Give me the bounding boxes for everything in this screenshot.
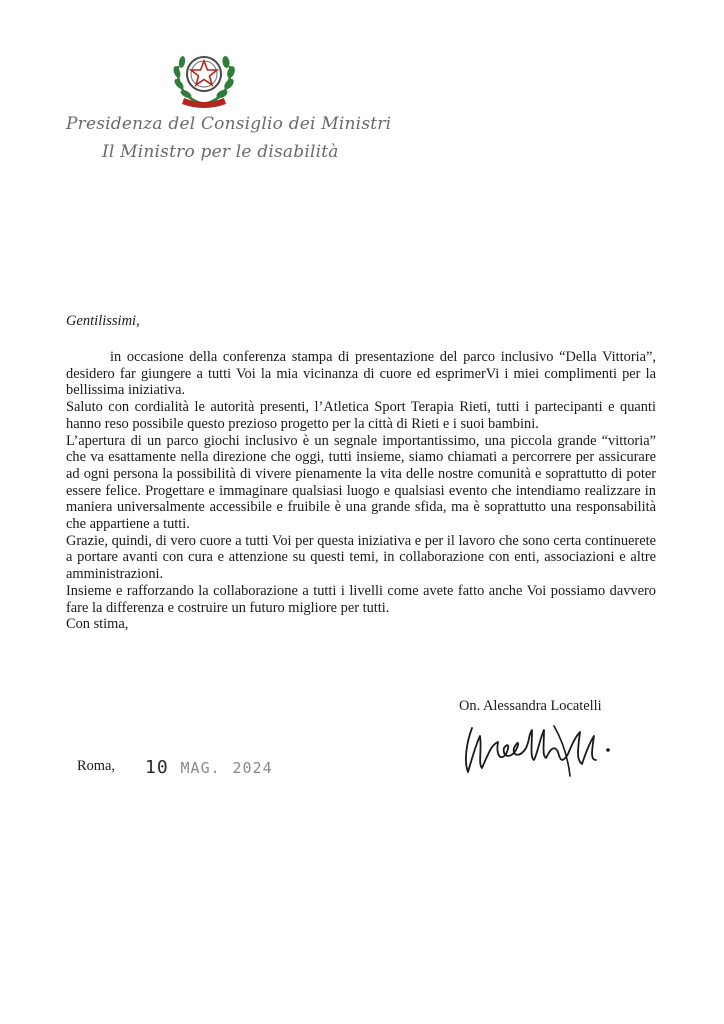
italian-republic-emblem-icon [168,42,240,112]
letter-body [66,349,656,633]
date-stamp [145,757,273,778]
date-day: 10 [145,757,169,778]
place: Roma, [77,758,115,774]
closing: Con stima, [66,616,129,633]
paragraph: Insieme e rafforzando la collaborazione a tutti i livelli come avete fatto anche Voi possiamo davvero fare la differenza e costruire un futuro migliore per tutti. [66,582,656,616]
signatory-name: On. Alessandra Locatelli [459,698,602,714]
paragraph: Grazie, quindi, di vero cuore a tutti Voi per questa iniziativa e per il lavoro che sono certa continuerete a portare avanti con cura e attenzione su questi temi, in collaborazione con enti, associazioni e altre amministrazioni. [66,532,656,583]
handwritten-signature [458,714,618,784]
greeting: Gentilissimi, [66,313,140,329]
date-year: 2024 [232,759,273,777]
paragraph: Saluto con cordialità le autorità presenti, l’Atletica Sport Terapia Rieti, tutti i partecipanti e quanti hanno reso possibile questo prezioso progetto per la città di Rieti e i suoi bambini. [66,399,656,432]
office-heading: Il Ministro per le disabilità [102,142,339,162]
date-month: MAG. [180,759,221,777]
paragraph: in occasione della conferenza stampa di presentazione del parco inclusivo “Della Vittoria”, desidero far giungere a tutti Voi la mia vicinanza di cuore ed esprimerVi i miei complimenti per la bellissima iniziativa. [66,349,656,399]
paragraph: L’apertura di un parco giochi inclusivo è un segnale importantissimo, una piccola grande “vittoria” che va esattamente nella direzione che oggi, tutti insieme, siamo chiamati a percorrere per assicurare ad ogni persona la possibilità di vivere pienamente la vita delle nostre comunità e soprattutto di poter essere felice. Progettare e immaginare qualsiasi luogo e qualsiasi evento che intendiamo realizzare in maniera universalmente accessibile e fruibile è una grande sfida, ma è soprattutto una responsabilità che appartiene a tutti. [66,432,656,533]
institution-heading: Presidenza del Consiglio dei Ministri [66,114,392,134]
